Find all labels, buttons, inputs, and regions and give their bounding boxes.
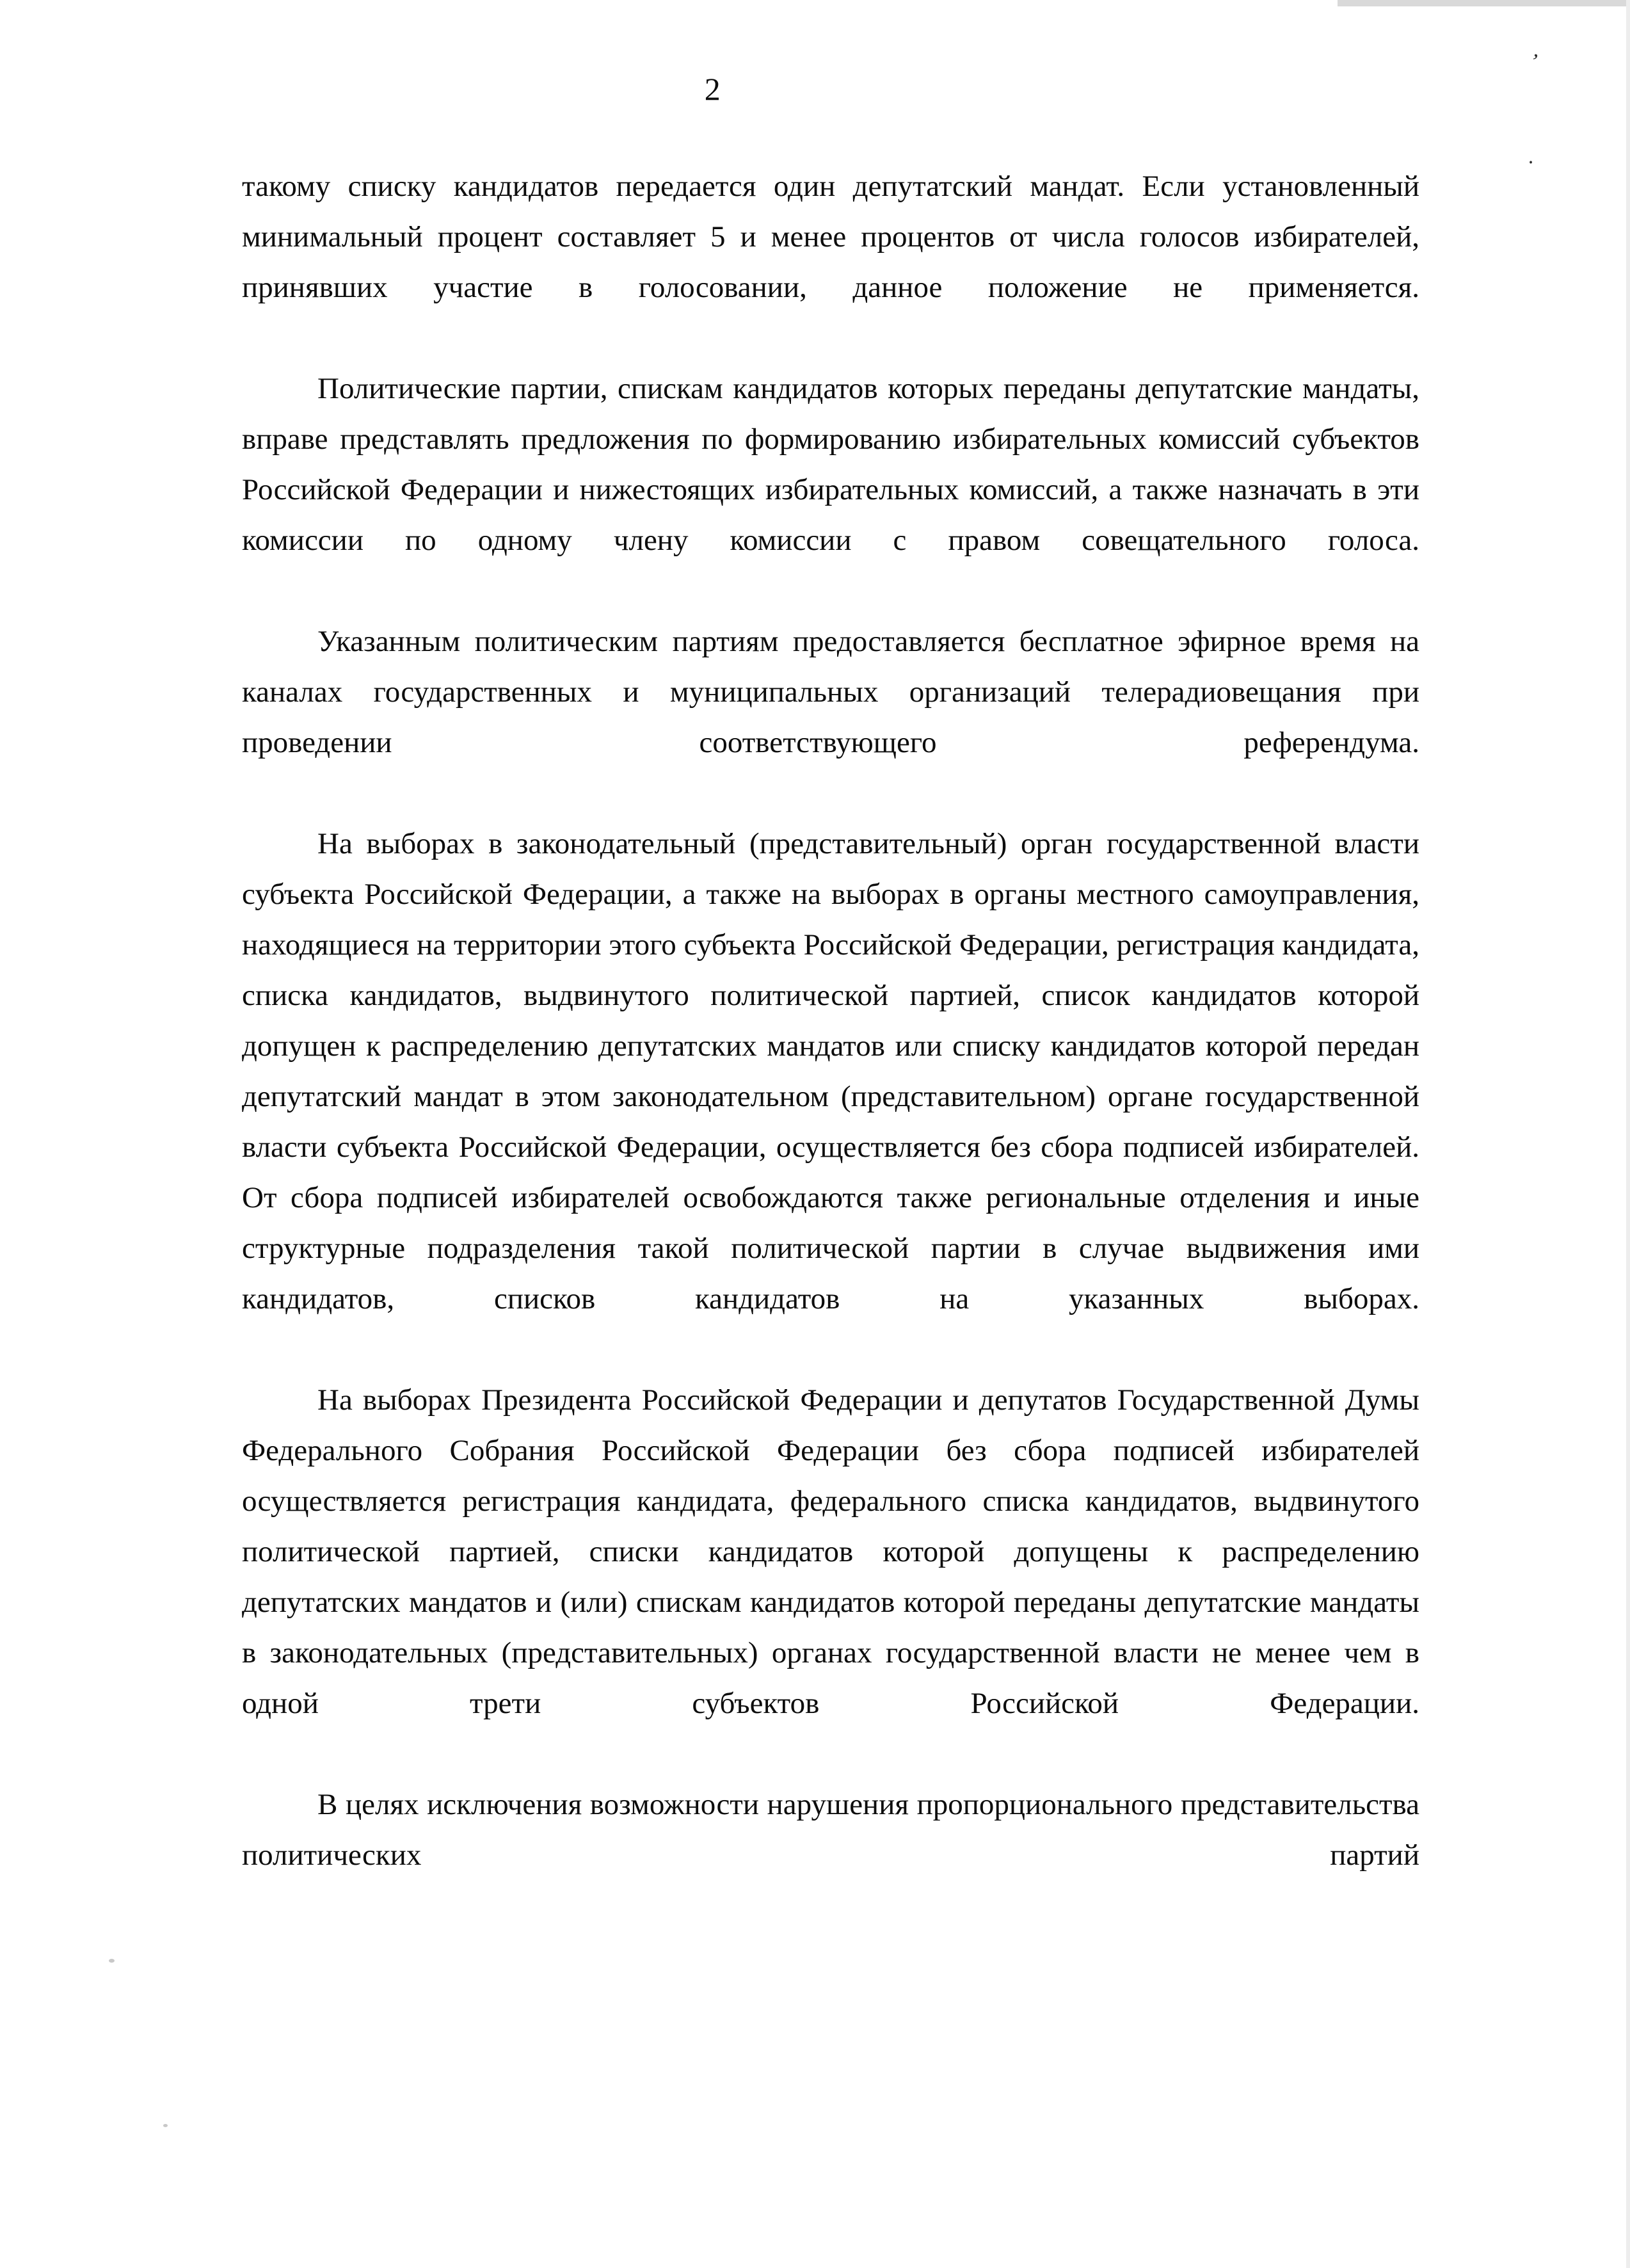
paragraph: На выборах Президента Российской Федерации и депутатов Государственной Думы Федерального Собрания Российской Федерации без сбора подписей избирателей осуществляется регистрация кандидата, федерального списка кандидатов, выдвинутого политической партией, списки кандидатов которой допущены к распределению депутатских мандатов и (или) спискам кандидатов которой переданы депутатские мандаты в законодательных (представительных) органах государственной власти не менее чем в одной трети субъектов Российской Федерации. — [242, 1383, 1419, 1720]
document-body — [242, 161, 1419, 1931]
scan-speck — [163, 2124, 168, 2127]
paragraph: такому списку кандидатов передается один депутатский мандат. Если установленный минимальный процент составляет 5 и менее процентов от числа голосов избирателей, принявших участие в голосовании, данное положение не применяется. — [242, 170, 1419, 304]
scan-speck — [109, 1959, 115, 1963]
page-number — [0, 70, 1630, 108]
scan-artifact-mark-top: ’ — [1528, 49, 1541, 74]
paragraph: На выборах в законодательный (представительный) орган государственной власти субъекта Российской Федерации, а также на выборах в органы местного самоуправления, находящиеся на территории этого субъекта Российской Федерации, регистрация кандидата, списка кандидатов, выдвинутого политической партией, список кандидатов которой допущен к распределению депутатских мандатов или списку кандидатов которой передан депутатский мандат в этом законодательном (представительном) органе государственной власти субъекта Российской Федерации, осуществляется без сбора подписей избирателей. От сбора подписей избирателей освобождаются также региональные отделения и иные структурные подразделения такой политической партии в случае выдвижения ими кандидатов, списков кандидатов на указанных выборах. — [242, 827, 1419, 1315]
paragraph: Политические партии, спискам кандидатов которых переданы депутатские мандаты, вправе представлять предложения по формированию избирательных комиссий субъектов Российской Федерации и нижестоящих избирательных комиссий, а также назначать в эти комиссии по одному члену комиссии с правом совещательного голоса. — [242, 372, 1419, 557]
paragraph: В целях исключения возможности нарушения пропорционального представительства политических партий — [242, 1788, 1419, 1872]
page-number-value: 2 — [704, 71, 721, 107]
scan-edge-top — [1338, 0, 1630, 6]
paragraph: Указанным политическим партиям предоставляется бесплатное эфирное время на каналах государственных и муниципальных организаций телерадиовещания при проведении соответствующего референдума. — [242, 625, 1419, 759]
scan-edge-right — [1626, 0, 1630, 2268]
scan-artifact-mark-second: ⸱ — [1528, 152, 1534, 173]
